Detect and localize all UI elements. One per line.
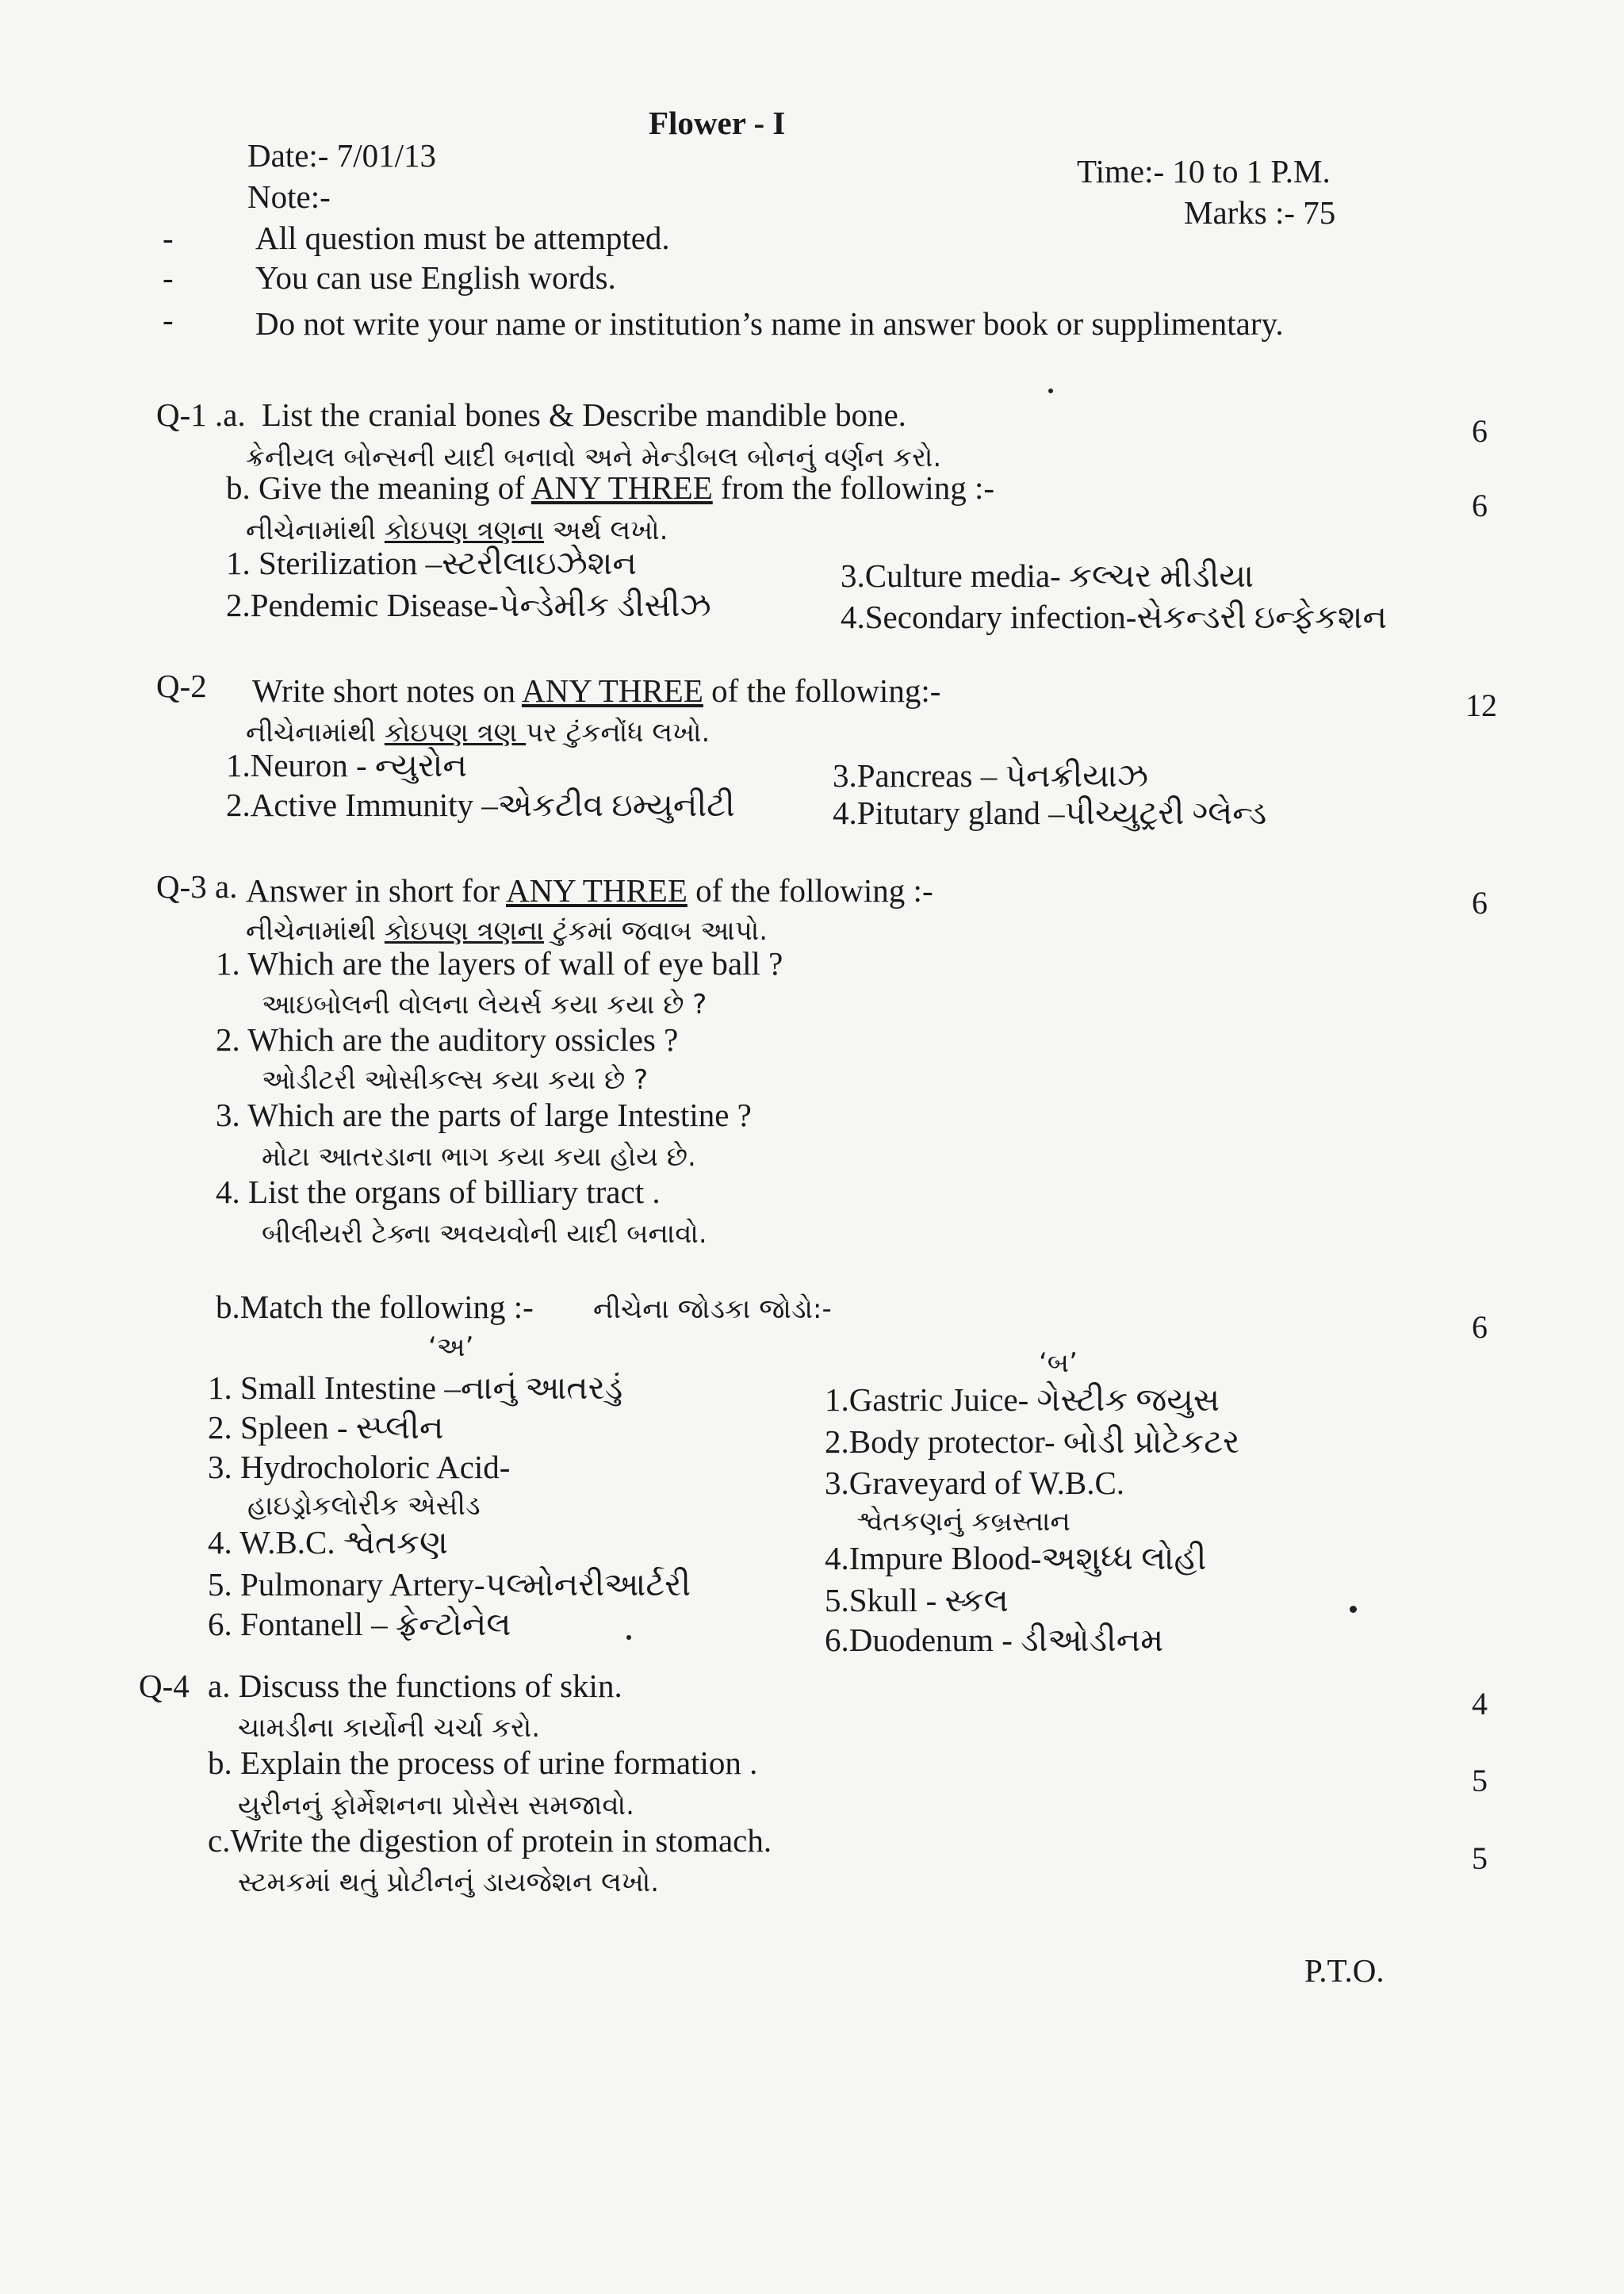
- match-left-item: 5. Pulmonary Artery-પલ્મોનરીઆર્ટરી: [208, 1566, 691, 1603]
- q2-gu-emphasis: કોઇપણ ત્રણ: [384, 717, 527, 749]
- match-left-item: 6. Fontanell – ફ્રેન્ટોનેલ: [208, 1606, 511, 1642]
- page-turn-note: P.T.O.: [1304, 1952, 1385, 1989]
- q4-item: b. Explain the process of urine formation .: [208, 1744, 758, 1781]
- q3-gu-pre: નીચેનામાંથી: [246, 915, 385, 947]
- q4b-marks: 5: [1472, 1763, 1488, 1798]
- q2-item: 3.Pancreas – પેનક્રીયાઝ: [833, 757, 1149, 794]
- match-right-item: 5.Skull - સ્કલ: [825, 1582, 1009, 1618]
- q2-gu-pre: નીચેનામાંથી: [246, 717, 385, 749]
- note-dash: -: [163, 220, 174, 256]
- q1b-item: 4.Secondary infection-સેકન્ડરી ઇન્ફેકશન: [841, 599, 1388, 635]
- note-item: All question must be attempted.: [255, 220, 670, 256]
- total-marks: Marks :- 75: [1184, 194, 1336, 231]
- q2-post: of the following:-: [703, 672, 941, 709]
- q3a-marks: 6: [1472, 885, 1488, 921]
- match-title-gujarati: નીચેના જોડકા જોડો:-: [593, 1293, 832, 1325]
- scan-speck: [626, 1635, 631, 1640]
- q1b-gu-pre: નીચેનામાંથી: [246, 515, 385, 546]
- q4-item-gujarati: ચામડીના કાર્યોની ચર્ચા કરો.: [238, 1712, 541, 1744]
- q1a-marks: 6: [1472, 413, 1488, 449]
- exam-date: Date:- 7/01/13: [247, 137, 436, 174]
- match-right-item: 3.Graveyard of W.B.C.: [825, 1465, 1125, 1501]
- q1b-item: 1. Sterilization –સ્ટરીલાઇઝેશન: [226, 545, 637, 581]
- note-dash: -: [163, 259, 174, 296]
- q3-question-gujarati: આઇબોલની વોલના લેયર્સ કયા કયા છે ?: [262, 989, 707, 1021]
- q2-pre: Write short notes on: [252, 672, 522, 709]
- match-right-item: 1.Gastric Juice- ગેસ્ટીક જયુસ: [825, 1381, 1220, 1418]
- match-left-item: 1. Small Intestine –નાનું આતરડું: [208, 1369, 623, 1406]
- match-column-b-header: ‘બ’: [1039, 1347, 1078, 1379]
- q2-label: Q-2: [156, 668, 207, 704]
- match-right-item: 6.Duodenum - ડીઓડીનમ: [825, 1622, 1164, 1658]
- note-item: You can use English words.: [255, 259, 616, 296]
- q3-label: Q-3 a.: [156, 868, 238, 905]
- match-right-item: શ્વેતકણનું કબ્રસ્તાન: [856, 1506, 1071, 1538]
- exam-time: Time:- 10 to 1 P.M.: [1077, 153, 1331, 190]
- q1b-gu-emphasis: કોઇપણ ત્રણના: [384, 515, 544, 546]
- q3-pre: Answer in short for: [246, 872, 506, 909]
- match-left-item: 2. Spleen - સ્પ્લીન: [208, 1409, 444, 1446]
- match-column-a-header: ‘અ’: [428, 1331, 474, 1363]
- q3-question-gujarati: બીલીયરી ટેક્ના અવયવોની યાદી બનાવો.: [262, 1218, 707, 1250]
- match-left-item: હાઇડ્રોકલોરીક એસીડ: [247, 1490, 481, 1522]
- q3-gujarati: [246, 916, 768, 947]
- match-right-item: 4.Impure Blood-અશુધ્ધ લોહી: [825, 1540, 1207, 1576]
- q4-item: c.Write the digestion of protein in stomach.: [208, 1822, 772, 1859]
- q3-question: 1. Which are the layers of wall of eye ball ?: [216, 945, 783, 982]
- q2-item: 1.Neuron - ન્યુરોન: [226, 747, 467, 783]
- match-left-item: 4. W.B.C. શ્વેતકણ: [208, 1524, 448, 1561]
- note-heading: Note:-: [247, 178, 331, 215]
- q1b-pre: b. Give the meaning of: [226, 469, 531, 506]
- q1b-text: [226, 469, 994, 507]
- match-title: b.Match the following :-: [216, 1289, 534, 1325]
- q1a-gujarati: ક્રેનીયલ બોન્સની યાદી બનાવો અને મેન્ડીબલ બોનનું વર્ણન કરો.: [246, 442, 942, 473]
- q3-gu-post: ટુંકમાં જવાબ આપો.: [543, 915, 768, 947]
- q1b-post: from the following :-: [712, 469, 995, 506]
- note-dash: -: [163, 301, 174, 338]
- note-item: Do not write your name or institution’s name in answer book or supplimentary.: [255, 305, 1284, 342]
- q3-question: 3. Which are the parts of large Intestine ?: [216, 1097, 752, 1133]
- paper-title: Flower - I: [649, 105, 786, 141]
- q1b-gu-post: અર્થ લખો.: [543, 515, 668, 546]
- q3-question-gujarati: ઓડીટરી ઓસીકલ્સ કયા કયા છે ?: [262, 1064, 649, 1096]
- match-left-item: 3. Hydrocholoric Acid-: [208, 1449, 511, 1485]
- q4-item-gujarati: યુરીનનું ફોર્મેશનના પ્રોસેસ સમજાવો.: [238, 1790, 634, 1821]
- q3-gu-emphasis: કોઇપણ ત્રણના: [384, 915, 544, 947]
- q2-item: 2.Active Immunity –એકટીવ ઇમ્યુનીટી: [226, 787, 735, 823]
- q3-question: 2. Which are the auditory ossicles ?: [216, 1021, 679, 1058]
- q2-gu-post: પર ટુંકનોંધ લખો.: [526, 717, 710, 749]
- q3-text: [246, 872, 933, 910]
- q1a-text: List the cranial bones & Describe mandible bone.: [262, 396, 906, 433]
- q3-question-gujarati: મોટા આતરડાના ભાગ કયા કયા હોય છે.: [262, 1141, 696, 1173]
- q3-emphasis: ANY THREE: [505, 872, 688, 909]
- q2-text: [252, 672, 940, 710]
- q2-emphasis: ANY THREE: [521, 672, 703, 709]
- match-right-item: 2.Body protector- બોડી પ્રોટેકટર: [825, 1423, 1240, 1460]
- q2-marks: 12: [1465, 687, 1497, 723]
- q1b-emphasis: ANY THREE: [530, 469, 713, 506]
- q4c-marks: 5: [1472, 1840, 1488, 1876]
- q2-gujarati: [246, 718, 710, 749]
- q1b-gujarati: [246, 515, 668, 546]
- scan-speck: [1350, 1606, 1357, 1613]
- scan-speck: [1048, 389, 1053, 393]
- q1-label: Q-1 .a.: [156, 396, 246, 433]
- q3-post: of the following :-: [687, 872, 933, 909]
- q3-question: 4. List the organs of billiary tract .: [216, 1174, 661, 1210]
- q4-label: Q-4: [139, 1668, 190, 1704]
- q1b-marks: 6: [1472, 488, 1488, 523]
- q1b-item: 2.Pendemic Disease-પેન્ડેમીક ડીસીઝ: [226, 587, 711, 623]
- q3b-marks: 6: [1472, 1309, 1488, 1345]
- q1b-item: 3.Culture media- કલ્ચર મીડીયા: [841, 557, 1254, 594]
- q4a-marks: 4: [1472, 1686, 1488, 1721]
- q4-item-gujarati: સ્ટમકમાં થતું પ્રોટીનનું ડાયજેશન લખો.: [238, 1867, 660, 1898]
- q4-item: a. Discuss the functions of skin.: [208, 1668, 622, 1704]
- q2-item: 4.Pitutary gland –પીચ્યુટ્રરી ગ્લેન્ડ: [833, 795, 1267, 831]
